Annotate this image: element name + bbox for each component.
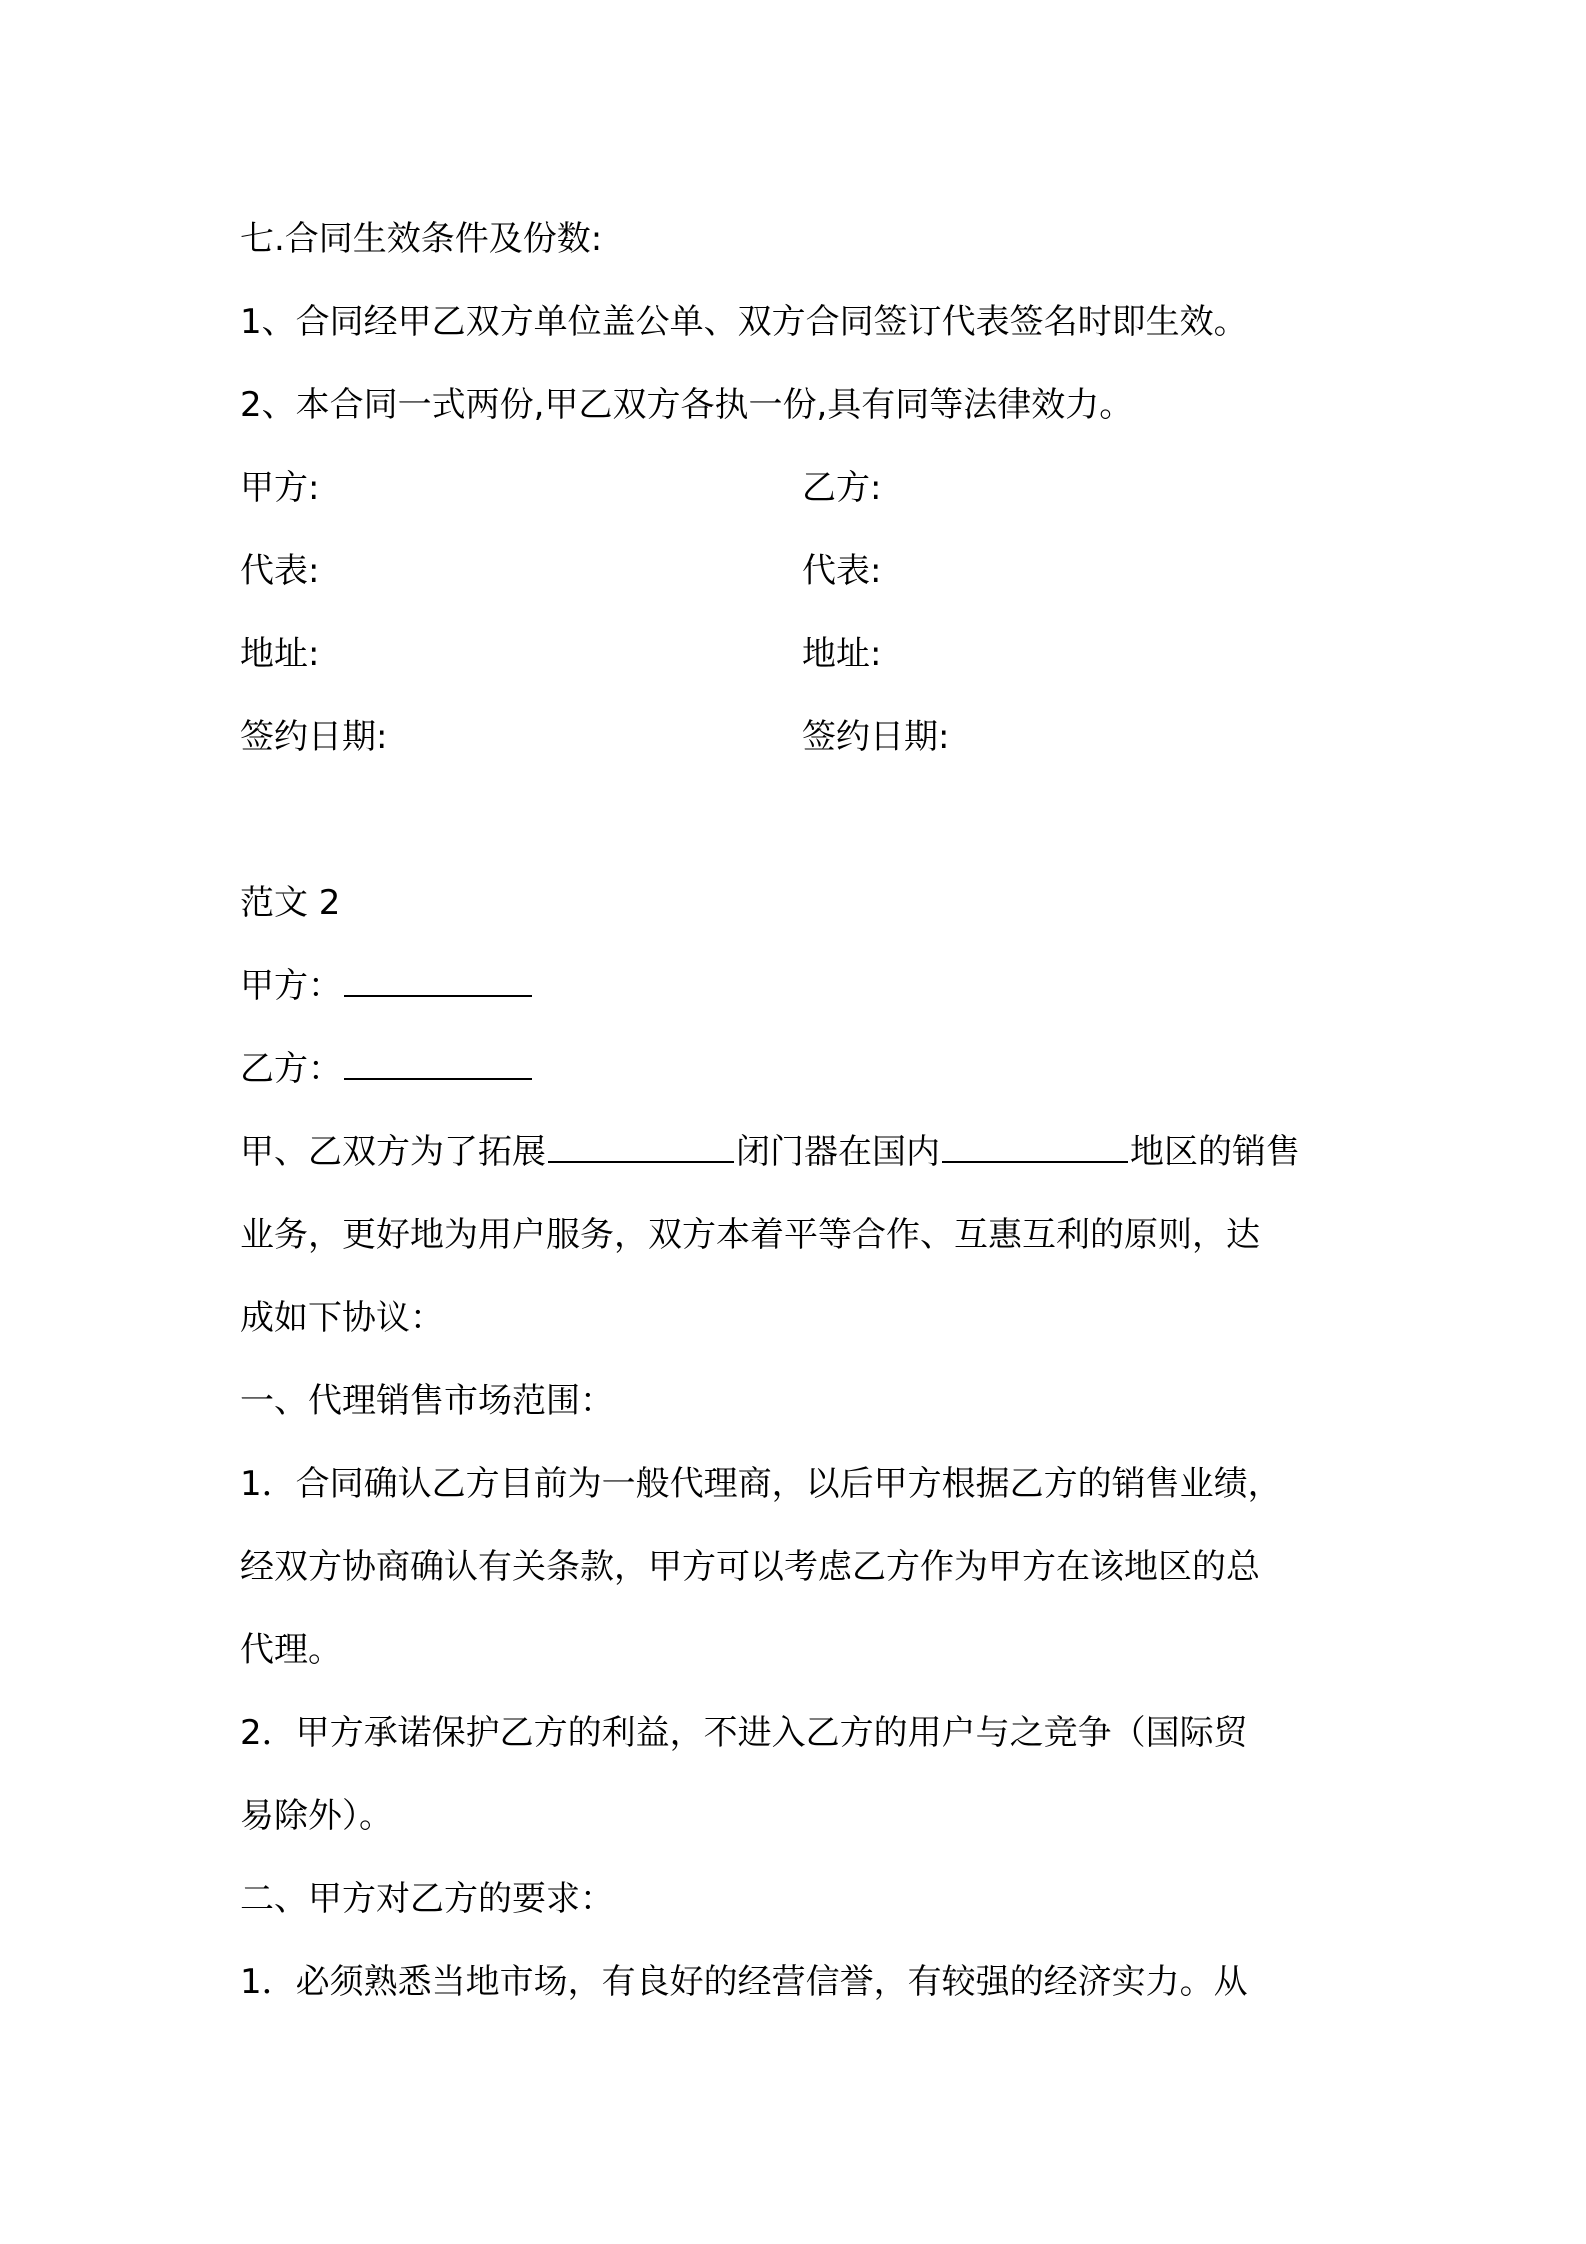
party-a-name-blank[interactable] bbox=[344, 967, 532, 997]
party-a-date-label: 签约日期: bbox=[240, 717, 388, 757]
document-body bbox=[240, 198, 1360, 2024]
party-a-rep-label: 代表: bbox=[240, 551, 320, 591]
sample2-party-b-label: 乙方： bbox=[240, 1049, 342, 1089]
party-b-label: 乙方: bbox=[802, 468, 882, 508]
party-b-date-label: 签约日期: bbox=[802, 717, 950, 757]
signature-row-address bbox=[240, 613, 1360, 696]
section7-item-2: 2、本合同一式两份,甲乙双方各执一份,具有同等法律效力。 bbox=[240, 385, 1134, 425]
section1-item1-line2: 经双方协商确认有关条款，甲方可以考虑乙方作为甲方在该地区的总 bbox=[240, 1547, 1260, 1587]
section1-item2-line2: 易除外）。 bbox=[240, 1796, 393, 1836]
sample2-party-b-line bbox=[240, 1028, 1360, 1111]
intro-seg-3: 地区的销售 bbox=[1130, 1132, 1300, 1172]
section1-item1-line1: 1．合同确认乙方目前为一般代理商，以后甲方根据乙方的销售业绩， bbox=[240, 1464, 1282, 1504]
section-spacer bbox=[240, 779, 1360, 862]
party-a-label: 甲方: bbox=[240, 468, 320, 508]
signature-row-party bbox=[240, 447, 1360, 530]
sample2-party-a-line bbox=[240, 945, 1360, 1028]
section1-item1-line3: 代理。 bbox=[240, 1630, 342, 1670]
section2-item1-line1: 1．必须熟悉当地市场，有良好的经营信誉，有较强的经济实力。从 bbox=[240, 1962, 1248, 2002]
party-b-address-label: 地址: bbox=[802, 634, 882, 674]
intro-line-1 bbox=[240, 1111, 1360, 1194]
region-blank[interactable] bbox=[942, 1133, 1128, 1163]
sample2-party-a-label: 甲方： bbox=[240, 966, 342, 1006]
brand-blank[interactable] bbox=[548, 1133, 734, 1163]
intro-line-2: 业务，更好地为用户服务，双方本着平等合作、互惠互利的原则，达 bbox=[240, 1215, 1260, 1255]
section1-item2-line1: 2．甲方承诺保护乙方的利益，不进入乙方的用户与之竞争（国际贸 bbox=[240, 1713, 1248, 1753]
party-b-name-blank[interactable] bbox=[344, 1050, 532, 1080]
signature-row-date bbox=[240, 696, 1360, 779]
intro-seg-1: 甲、乙双方为了拓展 bbox=[240, 1132, 546, 1172]
section7-item-1: 1、合同经甲乙双方单位盖公单、双方合同签订代表签名时即生效。 bbox=[240, 302, 1248, 342]
party-a-address-label: 地址: bbox=[240, 634, 320, 674]
intro-line-3: 成如下协议： bbox=[240, 1298, 444, 1338]
signature-row-rep bbox=[240, 530, 1360, 613]
party-b-rep-label: 代表: bbox=[802, 551, 882, 591]
section1-heading: 一、代理销售市场范围： bbox=[240, 1381, 614, 1421]
sample2-title: 范文 2 bbox=[240, 883, 341, 923]
section2-heading: 二、甲方对乙方的要求： bbox=[240, 1879, 614, 1919]
intro-seg-2: 闭门器在国内 bbox=[736, 1132, 940, 1172]
section7-heading: 七.合同生效条件及份数: bbox=[240, 219, 603, 259]
